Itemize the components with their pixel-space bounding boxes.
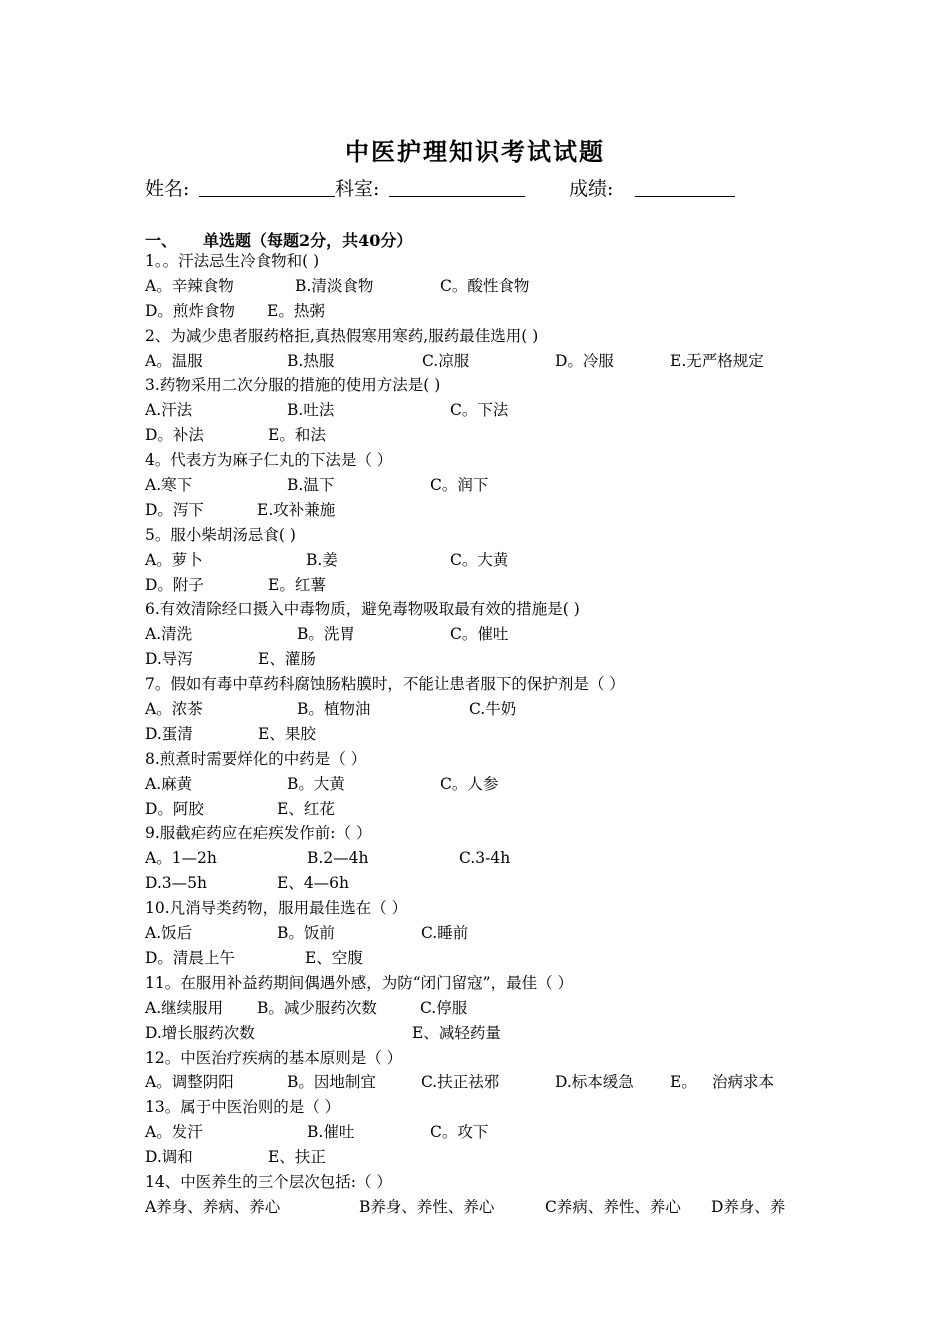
- option: B。植物油: [297, 700, 371, 719]
- option: E。: [670, 1073, 697, 1092]
- section-heading: [145, 228, 412, 251]
- option: A。发汗: [145, 1123, 203, 1142]
- option: C。催吐: [450, 625, 509, 644]
- option: D。冷服: [555, 351, 614, 370]
- option-row: [145, 797, 835, 822]
- name-label: 姓名:: [145, 178, 190, 200]
- option: C.扶正祛邪: [421, 1073, 500, 1092]
- question-stem: 4。代表方为麻子仁丸的下法是（ ）: [145, 451, 393, 470]
- option: A。温服: [145, 351, 203, 370]
- option: D。清晨上午: [145, 948, 235, 967]
- option-row: [145, 473, 835, 498]
- dept-label: 科室:: [335, 178, 380, 200]
- option: B。洗胃: [297, 625, 355, 644]
- option: B养身、养性、养心: [359, 1197, 495, 1216]
- option: D.3—5h: [145, 874, 208, 893]
- option: C。人参: [440, 774, 499, 793]
- option: B。因地制宜: [287, 1073, 376, 1092]
- option: E。和法: [268, 426, 326, 445]
- option: D.标本缓急: [555, 1073, 634, 1092]
- option: C.凉服: [422, 351, 470, 370]
- score-label: 成绩:: [569, 178, 614, 200]
- option: A.汗法: [145, 401, 193, 420]
- question-stem: 2、为减少患者服药格拒,真热假寒用寒药,服药最佳选用( ): [145, 326, 539, 345]
- option-row: [145, 772, 835, 797]
- option: B。大黄: [287, 774, 345, 793]
- option-row: [145, 1070, 835, 1095]
- question-stem: 6.有效清除经口摄入中毒物质，避免毒物吸取最有效的措施是( ): [145, 600, 580, 619]
- question-stem: 3.药物采用二次分服的措施的使用方法是( ): [145, 376, 441, 395]
- option: 治病求本: [712, 1073, 775, 1092]
- option-row: [145, 622, 835, 647]
- question-stem: 13。属于中医治则的是（ ）: [145, 1098, 341, 1117]
- question-stem: 9.服截疟药应在疟疾发作前:（ ）: [145, 824, 372, 843]
- option: C.牛奶: [469, 700, 517, 719]
- option: E。热粥: [267, 301, 325, 320]
- question-stem: 1。。汗法忌生冷食物和( ): [145, 252, 320, 270]
- option: C.停服: [420, 998, 468, 1017]
- option: D。煎炸食物: [145, 301, 235, 320]
- option-row: [145, 871, 835, 896]
- option: D。附子: [145, 575, 204, 594]
- option: D。阿胶: [145, 799, 204, 818]
- option: A。浓茶: [145, 700, 203, 719]
- question-stem: 7。假如有毒中草药科腐蚀肠粘膜时，不能让患者服下的保护剂是（ ）: [145, 675, 625, 694]
- option: B.催吐: [307, 1123, 355, 1142]
- option-row: [145, 722, 835, 747]
- question-stem: 11。在服用补益药期间偶遇外感，为防“闭门留寇”，最佳（ ）: [145, 973, 574, 992]
- option: D.导泻: [145, 650, 193, 669]
- option: D.调和: [145, 1148, 193, 1167]
- option: B.姜: [306, 550, 338, 569]
- option: D。补法: [145, 426, 204, 445]
- name-field[interactable]: [199, 174, 335, 197]
- option-row: [145, 946, 835, 971]
- option: B。减少服药次数: [257, 998, 377, 1017]
- option: C。酸性食物: [440, 276, 530, 295]
- option: C.睡前: [421, 924, 469, 943]
- option: B.热服: [287, 351, 335, 370]
- option: C。润下: [430, 476, 489, 495]
- option: A.清洗: [145, 625, 193, 644]
- option: E、果胶: [258, 724, 316, 743]
- option: E、4—6h: [277, 874, 350, 893]
- option: E.攻补兼施: [257, 500, 336, 519]
- option: D养身、养: [711, 1197, 786, 1216]
- option: A。1—2h: [145, 849, 217, 868]
- option: C.3-4h: [459, 849, 511, 868]
- option-row: [145, 1021, 835, 1046]
- option: D.增长服药次数: [145, 1023, 255, 1042]
- option-row: [145, 996, 835, 1021]
- option: A。辛辣食物: [145, 276, 234, 295]
- question-stem: 14、中医养生的三个层次包括:（ ）: [145, 1172, 392, 1191]
- option-row: [145, 548, 835, 573]
- option: E、灌肠: [258, 650, 316, 669]
- option: A。萝卜: [145, 550, 203, 569]
- option: A养身、养病、养心: [145, 1197, 281, 1216]
- question-stem: 10.凡消导类药物，服用最佳选在（ ）: [145, 899, 408, 918]
- option-row: [145, 647, 835, 672]
- option: C。攻下: [430, 1123, 489, 1142]
- option: D.蛋清: [145, 724, 193, 743]
- option: E、空腹: [305, 948, 363, 967]
- section-title: 单选题（每题2分，共40分）: [203, 231, 413, 250]
- option-row: [145, 846, 835, 871]
- option: B.吐法: [287, 401, 335, 420]
- option: A。调整阴阳: [145, 1073, 234, 1092]
- option: E、扶正: [268, 1148, 326, 1167]
- option-row: [145, 1195, 835, 1220]
- option-row: [145, 573, 835, 598]
- option: C。下法: [450, 401, 509, 420]
- option-row: [145, 398, 835, 423]
- question-stem: 8.煎煮时需要烊化的中药是（ ）: [145, 749, 367, 768]
- section-number: 一、: [145, 231, 178, 250]
- option-row: [145, 349, 835, 374]
- option: E、红花: [277, 799, 335, 818]
- option: E。红薯: [268, 575, 326, 594]
- option-row: [145, 1120, 835, 1145]
- option-row: [145, 274, 835, 299]
- option: E、减轻药量: [412, 1023, 501, 1042]
- question-stem: 5。服小柴胡汤忌食( ): [145, 525, 296, 544]
- option-row: [145, 423, 835, 448]
- page-title: 中医护理知识考试试题: [345, 137, 605, 166]
- question-list: [145, 249, 835, 1220]
- option: C。大黄: [450, 550, 509, 569]
- option: E.无严格规定: [670, 351, 764, 370]
- option-row: [145, 921, 835, 946]
- option: B。饭前: [277, 924, 335, 943]
- option: B.2—4h: [307, 849, 369, 868]
- option-row: [145, 498, 835, 523]
- option: B.温下: [287, 476, 335, 495]
- option: D。泻下: [145, 500, 204, 519]
- option: A.饭后: [145, 924, 193, 943]
- option: B.清淡食物: [295, 276, 374, 295]
- question-stem: 12。中医治疗疾病的基本原则是（ ）: [145, 1048, 403, 1067]
- option: A.继续服用: [145, 998, 224, 1017]
- option-row: [145, 697, 835, 722]
- option-row: [145, 299, 835, 324]
- dept-field[interactable]: [389, 174, 525, 197]
- option: A.寒下: [145, 476, 193, 495]
- option: C养病、养性、养心: [545, 1197, 681, 1216]
- score-field[interactable]: [635, 174, 735, 197]
- option-row: [145, 1145, 835, 1170]
- option: A.麻黄: [145, 774, 193, 793]
